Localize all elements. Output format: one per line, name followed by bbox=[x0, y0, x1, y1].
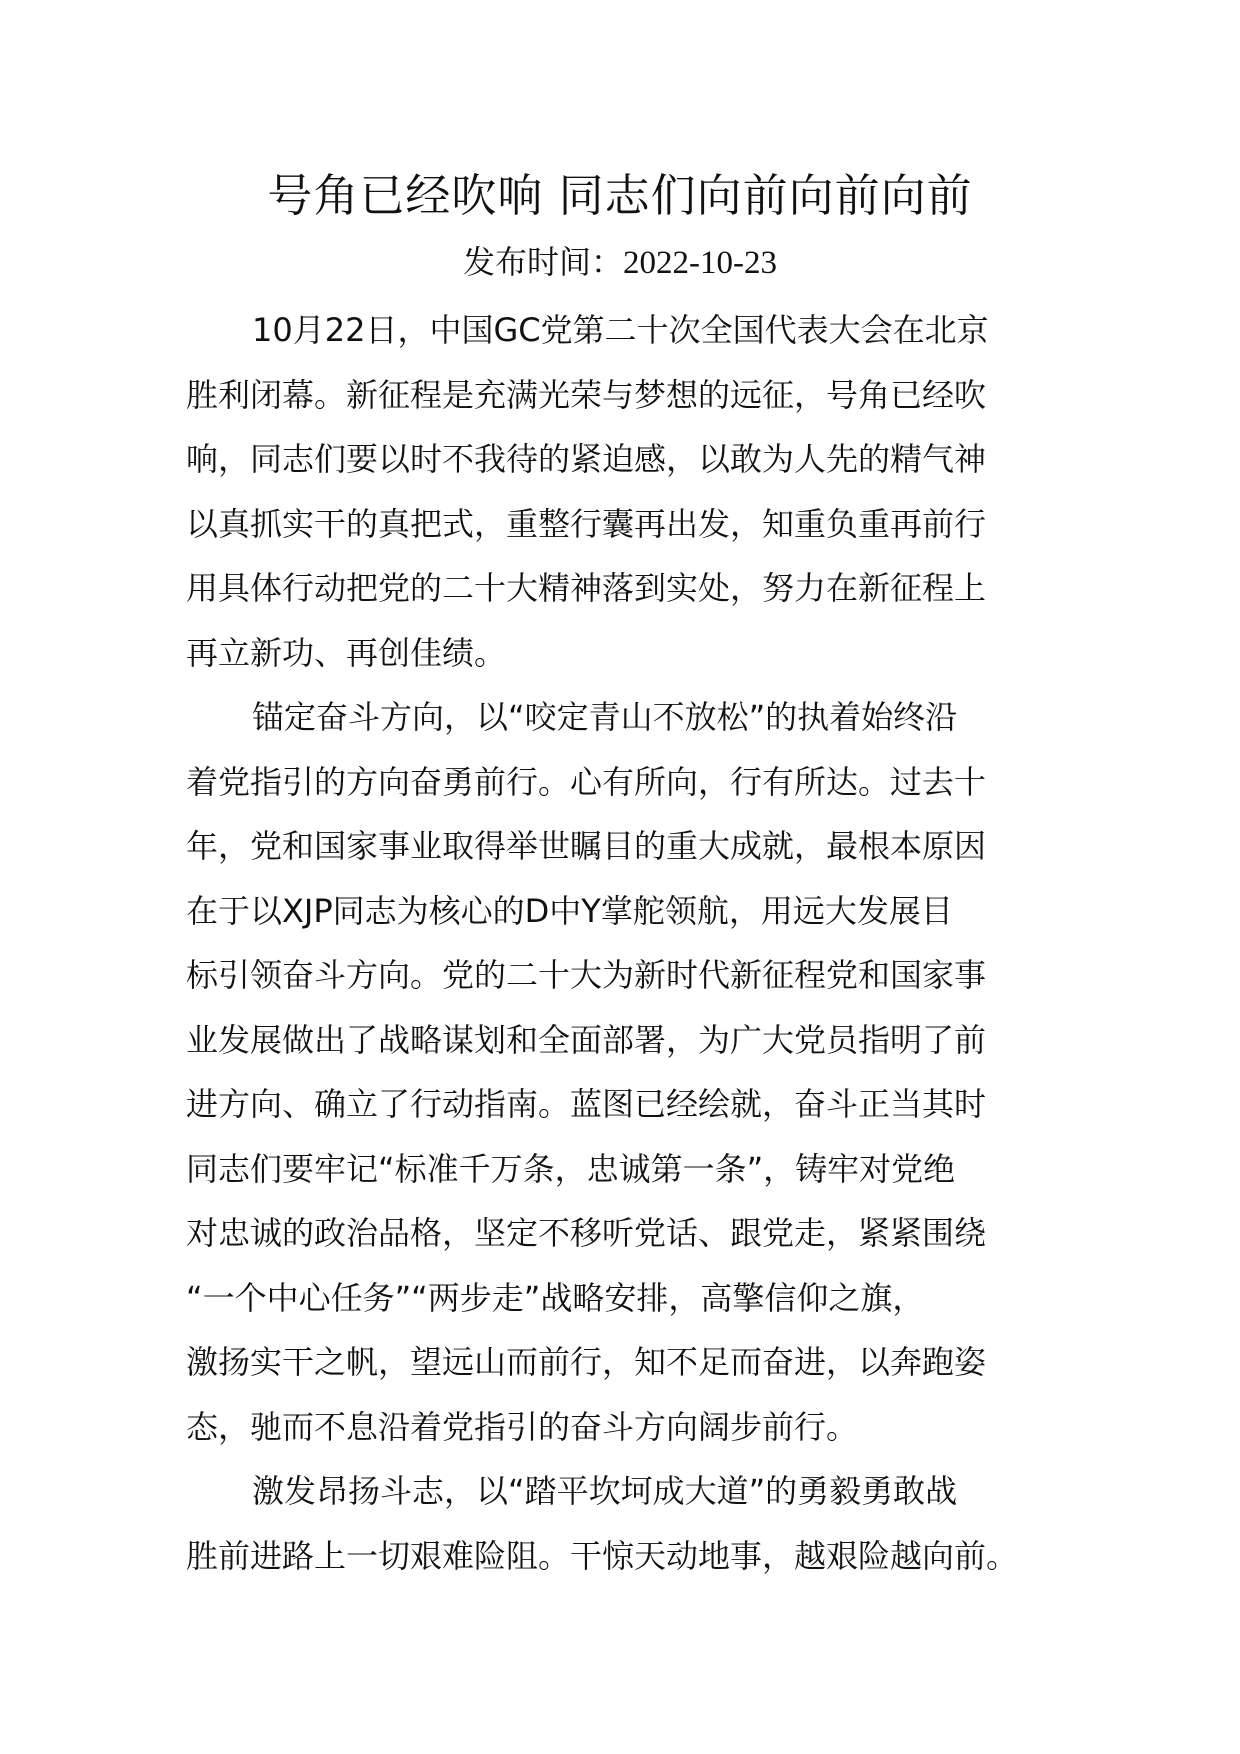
article-line: 进方向、确立了行动指南。蓝图已经绘就，奋斗正当其时 bbox=[186, 1085, 987, 1123]
article-line: 同志们要牢记“标准千万条，忠诚第一条”，铸牢对党绝 bbox=[186, 1149, 956, 1188]
article-line: 用具体行动把党的二十大精神落到实处，努力在新征程上 bbox=[186, 569, 987, 607]
article-line: “一个中心任务”“两步走”战略安排，高擎信仰之旗， bbox=[186, 1278, 925, 1317]
article-line: 激扬实干之帆，望远山而前行，知不足而奋进，以奔跑姿 bbox=[186, 1343, 987, 1381]
article-line: 着党指引的方向奋勇前行。心有所向，行有所达。过去十 bbox=[186, 762, 987, 801]
article-line: 态，驰而不息沿着党指引的奋斗方向阔步前行。 bbox=[186, 1407, 859, 1446]
article-line: 以真抓实干的真把式，重整行囊再出发，知重负重再前行 bbox=[186, 504, 987, 543]
article-line: 业发展做出了战略谋划和全面部署，为广大党员指明了前 bbox=[186, 1020, 987, 1059]
article-line: 标引领奋斗方向。党的二十大为新时代新征程党和国家事 bbox=[186, 956, 987, 994]
document-title: 号角已经吹响 同志们向前向前向前 bbox=[267, 169, 973, 222]
article-line: 对忠诚的政治品格，坚定不移听党话、跟党走，紧紧围绕 bbox=[186, 1214, 987, 1252]
publish-date-value: 2022-10-23 bbox=[623, 245, 777, 281]
article-line: 激发昂扬斗志，以“踏平坎坷成大道”的勇毅勇敢战 bbox=[252, 1472, 958, 1510]
publish-date bbox=[0, 240, 1240, 285]
article-line: 10月22日，中国GC党第二十次全国代表大会在北京 bbox=[252, 311, 989, 349]
article-line: 在于以XJP同志为核心的D中Y掌舵领航，用远大发展目 bbox=[186, 891, 953, 930]
article-line: 胜前进路上一切艰难险阻。干惊天动地事，越艰险越向前。 bbox=[186, 1536, 1019, 1575]
article-line: 年，党和国家事业取得举世瞩目的重大成就，最根本原因 bbox=[186, 827, 987, 865]
article-line: 胜利闭幕。新征程是充满光荣与梦想的远征，号角已经吹 bbox=[186, 375, 987, 414]
article-line: 响，同志们要以时不我待的紧迫感，以敢为人先的精气神 bbox=[186, 440, 987, 478]
article-line: 再立新功、再创佳绩。 bbox=[186, 633, 507, 672]
article-body bbox=[186, 298, 1066, 1588]
publish-date-label: 发布时间： bbox=[463, 243, 624, 281]
article-line: 锚定奋斗方向，以“咬定青山不放松”的执着始终沿 bbox=[252, 698, 958, 736]
